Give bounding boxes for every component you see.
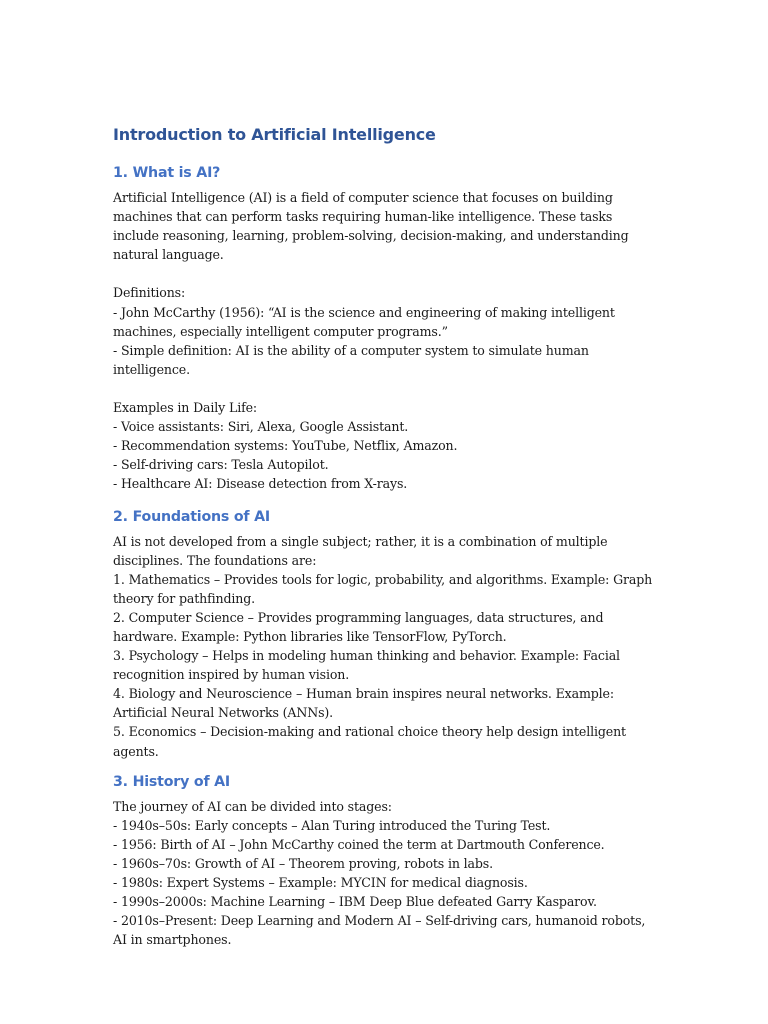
section-heading-foundations: 2. Foundations of AI — [113, 508, 270, 525]
section-intro-paragraph: Artificial Intelligence (AI) is a field of computer science that focuses on building machines that can perform tasks requiring human-like intelligence. These tasks include reasoning, learning, problem-solving, decision-making, and understanding natural language. — [113, 190, 629, 263]
section-intro-paragraph: The journey of AI can be divided into stages: — [113, 798, 392, 814]
foundation-item: 3. Psychology – Helps in modeling human thinking and behavior. Example: Facial recognition inspired by human vision. — [113, 648, 620, 683]
foundation-item: 4. Biology and Neuroscience – Human brain inspires neural networks. Example: Artificial Neural Networks (ANNs). — [113, 686, 614, 721]
history-item: - 2010s–Present: Deep Learning and Modern AI – Self-driving cars, humanoid robots, AI in smartphones. — [113, 913, 646, 948]
foundation-item: 5. Economics – Decision-making and rational choice theory help design intelligent agents. — [113, 724, 626, 759]
example-item: - Self-driving cars: Tesla Autopilot. — [113, 457, 329, 473]
examples-label: Examples in Daily Life: — [113, 400, 257, 416]
foundation-item: 2. Computer Science – Provides programming languages, data structures, and hardware. Example: Python libraries like TensorFlow, PyTorch. — [113, 609, 604, 644]
history-item: - 1956: Birth of AI – John McCarthy coined the term at Dartmouth Conference. — [113, 836, 605, 852]
document-page — [113, 124, 658, 949]
history-item: - 1960s–70s: Growth of AI – Theorem proving, robots in labs. — [113, 855, 493, 871]
example-item: - Healthcare AI: Disease detection from X-rays. — [113, 476, 408, 492]
history-item: - 1980s: Expert Systems – Example: MYCIN for medical diagnosis. — [113, 875, 528, 890]
blank-line — [113, 379, 658, 398]
history-item: - 1940s–50s: Early concepts – Alan Turing introduced the Turing Test. — [113, 817, 551, 833]
definition-item: - John McCarthy (1956): “AI is the science and engineering of making intelligent machines, especially intelligent computer programs.” — [113, 304, 615, 339]
definition-item: - Simple definition: AI is the ability of a computer system to simulate human intelligence. — [113, 342, 589, 377]
blank-line — [113, 264, 658, 283]
section-intro-paragraph: AI is not developed from a single subject; rather, it is a combination of multiple disciplines. The foundations are: — [113, 533, 608, 568]
section-heading-what-is-ai: 1. What is AI? — [113, 165, 221, 181]
section-gap — [113, 761, 658, 772]
example-item: - Voice assistants: Siri, Alexa, Google Assistant. — [113, 419, 409, 435]
foundation-item: 1. Mathematics – Provides tools for logic, probability, and algorithms. Example: Graph theory for pathfinding. — [113, 571, 653, 606]
example-item: - Recommendation systems: YouTube, Netflix, Amazon. — [113, 438, 458, 454]
document-title: Introduction to Artificial Intelligence — [113, 125, 436, 144]
section-heading-history: 3. History of AI — [113, 773, 231, 790]
definitions-label: Definitions: — [113, 285, 186, 301]
history-item: - 1990s–2000s: Machine Learning – IBM Deep Blue defeated Garry Kasparov. — [113, 894, 597, 910]
section-gap — [113, 494, 658, 507]
